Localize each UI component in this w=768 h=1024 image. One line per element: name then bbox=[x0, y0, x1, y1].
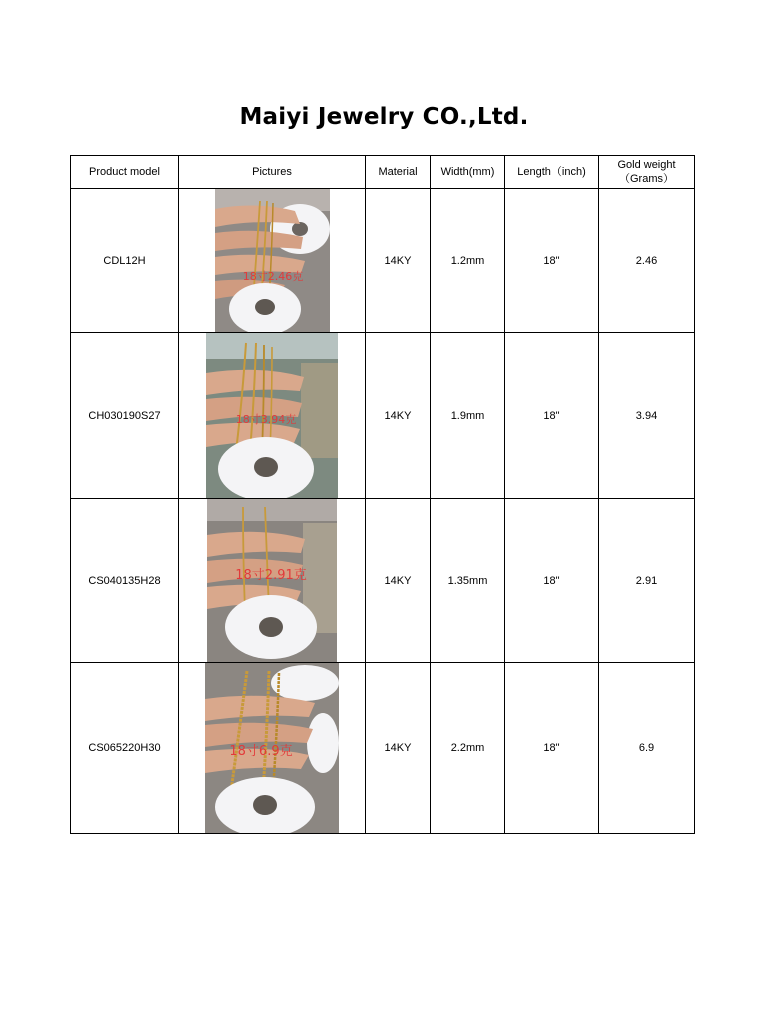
material-cell: 14KY bbox=[366, 663, 431, 834]
header-length: Length（inch) bbox=[505, 156, 599, 189]
document-title: Maiyi Jewelry CO.,Ltd. bbox=[239, 104, 529, 130]
picture-cell bbox=[179, 663, 366, 834]
width-cell: 1.9mm bbox=[431, 333, 505, 499]
picture-cell bbox=[179, 499, 366, 663]
table-row bbox=[71, 333, 695, 499]
product-model-cell: CH030190S27 bbox=[71, 333, 179, 499]
gold-weight-cell: 3.94 bbox=[599, 333, 695, 499]
length-cell: 18" bbox=[505, 189, 599, 333]
gold-weight-cell: 2.91 bbox=[599, 499, 695, 663]
header-material: Material bbox=[366, 156, 431, 189]
width-cell: 1.35mm bbox=[431, 499, 505, 663]
length-cell: 18" bbox=[505, 499, 599, 663]
gold-weight-cell: 2.46 bbox=[599, 189, 695, 333]
product-model-cell: CDL12H bbox=[71, 189, 179, 333]
product-model-cell: CS065220H30 bbox=[71, 663, 179, 834]
material-cell: 14KY bbox=[366, 333, 431, 499]
product-photo bbox=[205, 663, 339, 833]
product-photo bbox=[207, 499, 337, 662]
picture-cell bbox=[179, 189, 366, 333]
length-cell: 18" bbox=[505, 663, 599, 834]
photo-overlay-text: 18寸2.91克 bbox=[235, 568, 307, 583]
material-cell: 14KY bbox=[366, 499, 431, 663]
product-table bbox=[70, 155, 695, 834]
photo-overlay-text: 18寸3.94克 bbox=[235, 413, 297, 426]
photo-overlay-text: 18寸2.46克 bbox=[242, 270, 303, 283]
width-cell: 2.2mm bbox=[431, 663, 505, 834]
table-row bbox=[71, 189, 695, 333]
product-photo bbox=[215, 189, 330, 332]
header-gold-weight-label: Gold weight（Grams） bbox=[617, 159, 676, 185]
header-width: Width(mm) bbox=[431, 156, 505, 189]
gold-weight-cell: 6.9 bbox=[599, 663, 695, 834]
material-cell: 14KY bbox=[366, 189, 431, 333]
picture-cell bbox=[179, 333, 366, 499]
length-cell: 18" bbox=[505, 333, 599, 499]
width-cell: 1.2mm bbox=[431, 189, 505, 333]
table-header-row bbox=[71, 156, 695, 189]
header-pictures: Pictures bbox=[179, 156, 366, 189]
header-gold-weight bbox=[599, 156, 695, 189]
product-model-cell: CS040135H28 bbox=[71, 499, 179, 663]
table-row bbox=[71, 499, 695, 663]
photo-overlay-text: 18寸6.9克 bbox=[229, 744, 293, 759]
header-product-model: Product model bbox=[71, 156, 179, 189]
table-row bbox=[71, 663, 695, 834]
product-photo bbox=[206, 333, 338, 498]
